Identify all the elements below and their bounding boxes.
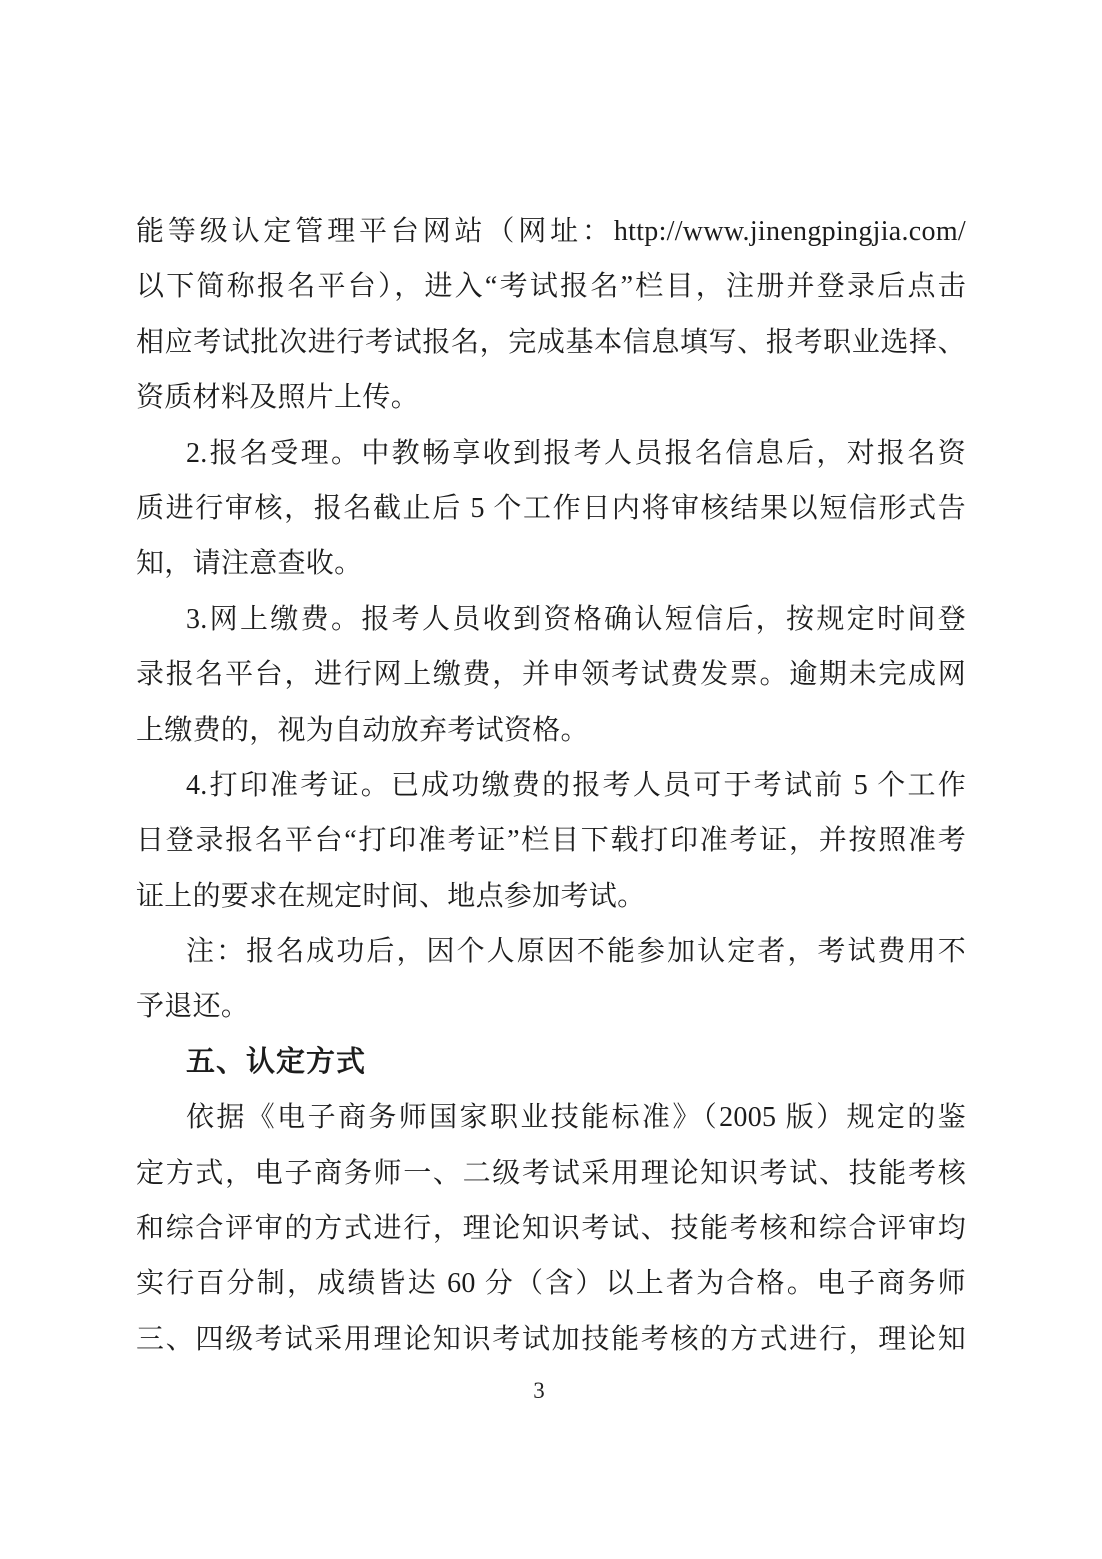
text-line: 资质材料及照片上传。 — [136, 382, 420, 414]
text-line: 相应考试批次进行考试报名，完成基本信息填写、报考职业选择、 — [136, 326, 966, 358]
text-line: 三、四级考试采用理论知识考试加技能考核的方式进行，理论知 — [136, 1323, 966, 1355]
document-content — [136, 204, 966, 1367]
section-heading: 五、认定方式 — [186, 1045, 367, 1078]
text-line: 质进行审核，报名截止后 5 个工作日内将审核结果以短信形式告 — [136, 492, 966, 524]
text-line: 录报名平台，进行网上缴费，并申领考试费发票。逾期未完成网 — [136, 659, 966, 691]
text-line: 定方式，电子商务师一、二级考试采用理论知识考试、技能考核 — [136, 1157, 966, 1189]
text-line: 和综合评审的方式进行，理论知识考试、技能考核和综合评审均 — [136, 1213, 966, 1245]
page-number: 3 — [533, 1378, 545, 1403]
text-line: 能等级认定管理平台网站（网址：http://www.jinengpingjia.com/ — [136, 216, 966, 247]
text-line: 依据《电子商务师国家职业技能标准》（2005 版）规定的鉴 — [186, 1102, 966, 1134]
text-line: 2.报名受理。中教畅享收到报考人员报名信息后，对报名资 — [186, 437, 966, 469]
text-line: 予退还。 — [136, 991, 250, 1023]
text-line: 证上的要求在规定时间、地点参加考试。 — [136, 880, 646, 912]
text-line: 上缴费的，视为自动放弃考试资格。 — [136, 714, 589, 746]
text-line: 实行百分制，成绩皆达 60 分（含）以上者为合格。电子商务师 — [136, 1268, 966, 1300]
text-line: 知，请注意查收。 — [136, 548, 363, 580]
text-line: 以下简称报名平台），进入“考试报名”栏目，注册并登录后点击 — [136, 271, 966, 303]
text-line: 4.打印准考证。已成功缴费的报考人员可于考试前 5 个工作 — [186, 769, 966, 801]
text-line: 日登录报名平台“打印准考证”栏目下载打印准考证，并按照准考 — [136, 825, 966, 857]
text-line: 3.网上缴费。报考人员收到资格确认短信后，按规定时间登 — [186, 603, 966, 635]
text-line: 注：报名成功后，因个人原因不能参加认定者，考试费用不 — [186, 936, 966, 968]
